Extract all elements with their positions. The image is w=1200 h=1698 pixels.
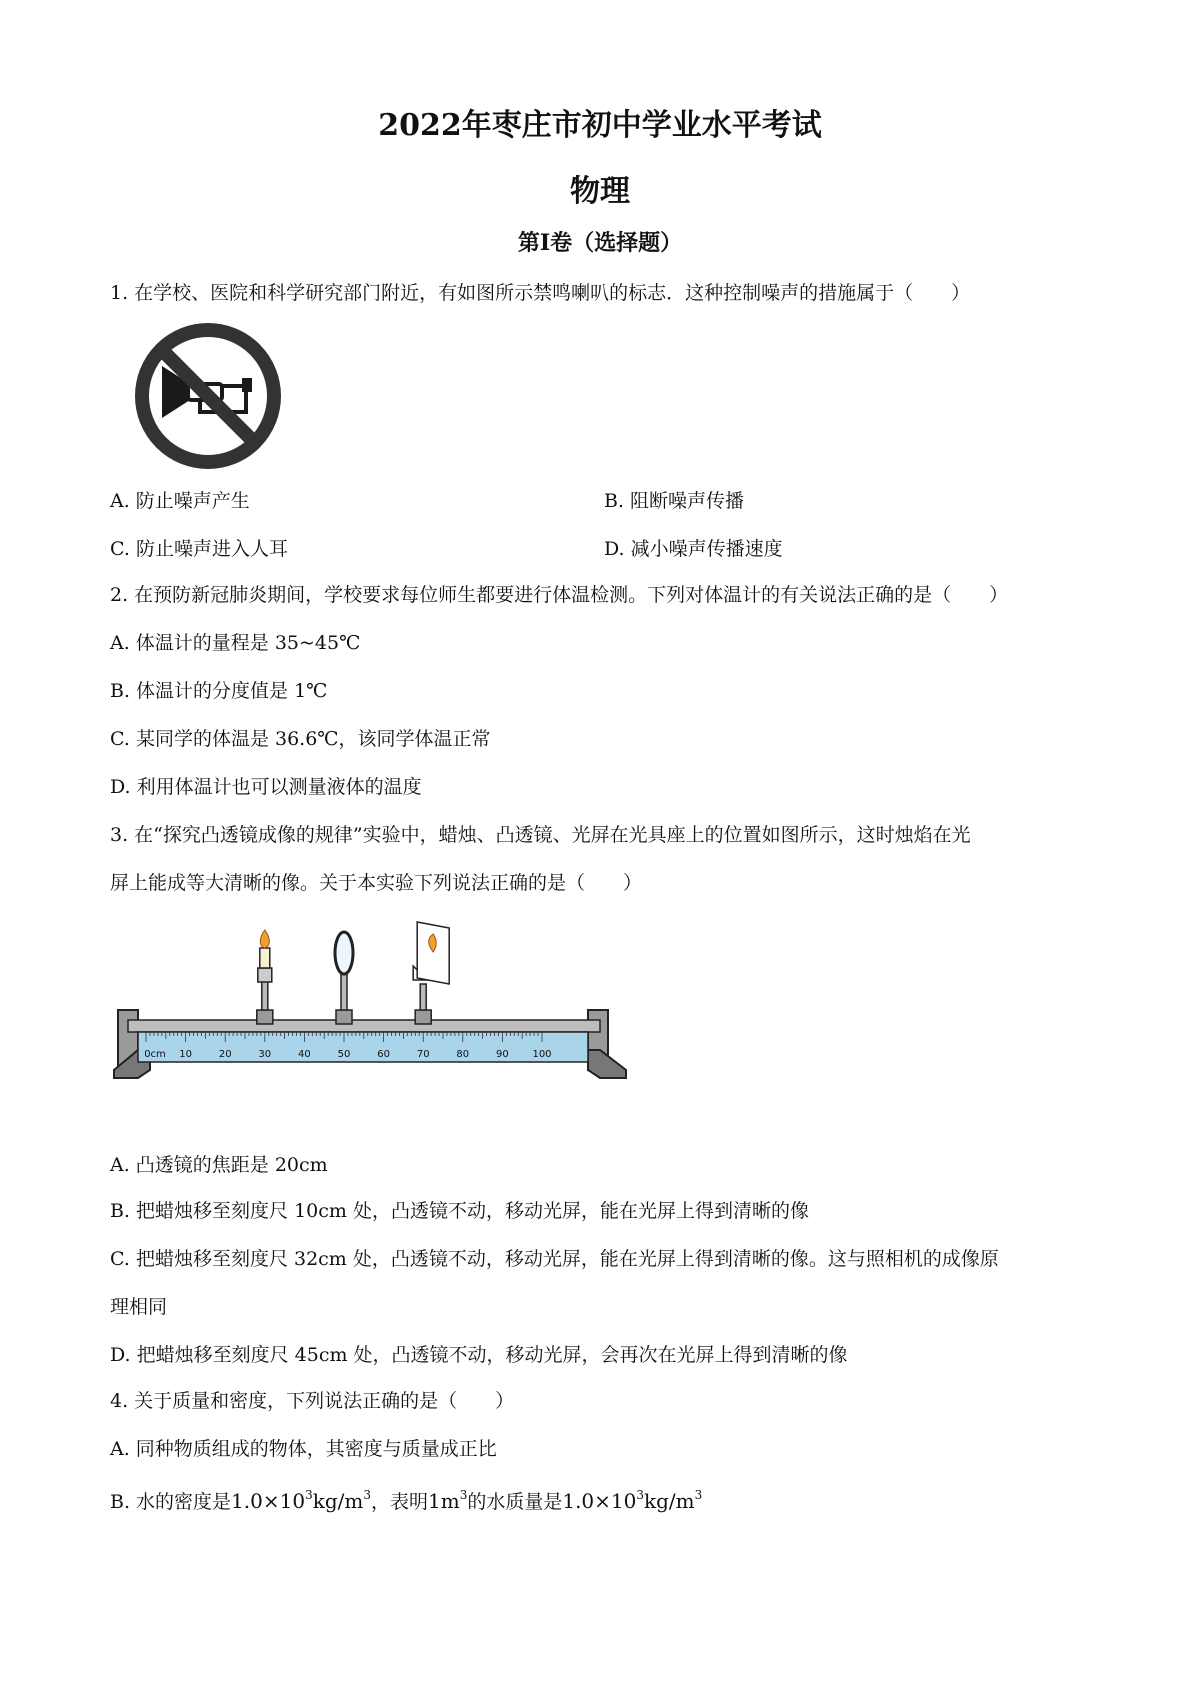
- q4-b-exp-2: 3: [363, 1488, 371, 1502]
- q2-option-b: B. 体温计的分度值是 1℃: [110, 680, 328, 702]
- scale-label: 80: [456, 1049, 470, 1060]
- q1-stem: 1. 在学校、医院和科学研究部门附近，有如图所示禁鸣喇叭的标志．这种控制噪声的措施属于（ ）: [110, 282, 971, 304]
- q2-stem: 2. 在预防新冠肺炎期间，学校要求每位师生都要进行体温检测。下列对体温计的有关说法正确的是（ ）: [110, 584, 1009, 606]
- candle: [257, 930, 273, 1024]
- scale-label: 40: [298, 1049, 311, 1060]
- q4-b-text-3: 的水质量是: [467, 1491, 563, 1513]
- q1-option-d: D. 减小噪声传播速度: [604, 538, 783, 560]
- q3-stem-line1: 3. 在“探究凸透镜成像的规律”实验中，蜡烛、凸透镜、光屏在光具座上的位置如图所示，这时烛焰在光: [110, 824, 971, 846]
- scale-label: 50: [337, 1049, 351, 1060]
- q4-b-mass-value: 1.0×10: [562, 1489, 637, 1513]
- light-screen: [413, 922, 449, 1024]
- optical-bench-figure: [110, 920, 630, 1080]
- scale-label: 100: [532, 1049, 552, 1060]
- q3-option-a: A. 凸透镜的焦距是 20cm: [110, 1154, 328, 1176]
- q4-b-unit-1: kg/m: [312, 1489, 364, 1513]
- q1-option-a: A. 防止噪声产生: [110, 490, 250, 512]
- q4-b-unit-2: kg/m: [644, 1489, 695, 1513]
- q4-option-b: [110, 1486, 702, 1517]
- q4-stem: 4. 关于质量和密度，下列说法正确的是（ ）: [110, 1390, 515, 1412]
- scale-label: 10: [179, 1049, 192, 1060]
- q4-b-density-value: 1.0×10: [231, 1489, 306, 1513]
- q3-stem-line2: 屏上能成等大清晰的像。关于本实验下列说法正确的是（ ）: [110, 872, 643, 894]
- convex-lens: [335, 932, 353, 1024]
- q2-option-a: A. 体温计的量程是 35~45℃: [110, 632, 361, 654]
- exam-title: 2022年枣庄市初中学业水平考试: [378, 108, 822, 143]
- q3-option-c-line1: C. 把蜡烛移至刻度尺 32cm 处，凸透镜不动，移动光屏，能在光屏上得到清晰的像。这与照相机的成像原: [110, 1248, 999, 1270]
- scale-label: 0cm: [144, 1049, 166, 1060]
- section-title: 第I卷（选择题）: [517, 230, 683, 256]
- scale-label: 20: [218, 1049, 232, 1060]
- q4-b-exp-5: 3: [694, 1488, 703, 1502]
- scale-label: 30: [258, 1049, 272, 1060]
- q4-option-a: A. 同种物质组成的物体，其密度与质量成正比: [110, 1438, 497, 1460]
- q1-option-b: B. 阻断噪声传播: [604, 490, 745, 512]
- q1-option-c: C. 防止噪声进入人耳: [110, 538, 288, 560]
- q3-option-b: B. 把蜡烛移至刻度尺 10cm 处，凸透镜不动，移动光屏，能在光屏上得到清晰的像: [110, 1200, 809, 1222]
- q4-b-volume: 1m: [427, 1489, 460, 1513]
- subject-title: 物理: [570, 174, 630, 209]
- q3-option-c-line2: 理相同: [110, 1296, 168, 1318]
- q4-b-exp-4: 3: [636, 1488, 644, 1502]
- q3-option-d: D. 把蜡烛移至刻度尺 45cm 处，凸透镜不动，移动光屏，会再次在光屏上得到清晰的像: [110, 1344, 848, 1366]
- scale-label: 70: [416, 1049, 430, 1060]
- q4-b-text-2: ，表明: [370, 1491, 428, 1513]
- no-horn-sign-icon: [130, 318, 286, 474]
- q4-b-text-1: B. 水的密度是: [110, 1491, 232, 1513]
- scale-label: 60: [377, 1049, 390, 1060]
- q4-b-exp-1: 3: [305, 1488, 313, 1502]
- q2-option-d: D. 利用体温计也可以测量液体的温度: [110, 776, 422, 798]
- q4-b-exp-3: 3: [459, 1488, 468, 1502]
- scale-label: 90: [496, 1049, 509, 1060]
- q2-option-c: C. 某同学的体温是 36.6℃，该同学体温正常: [110, 728, 491, 750]
